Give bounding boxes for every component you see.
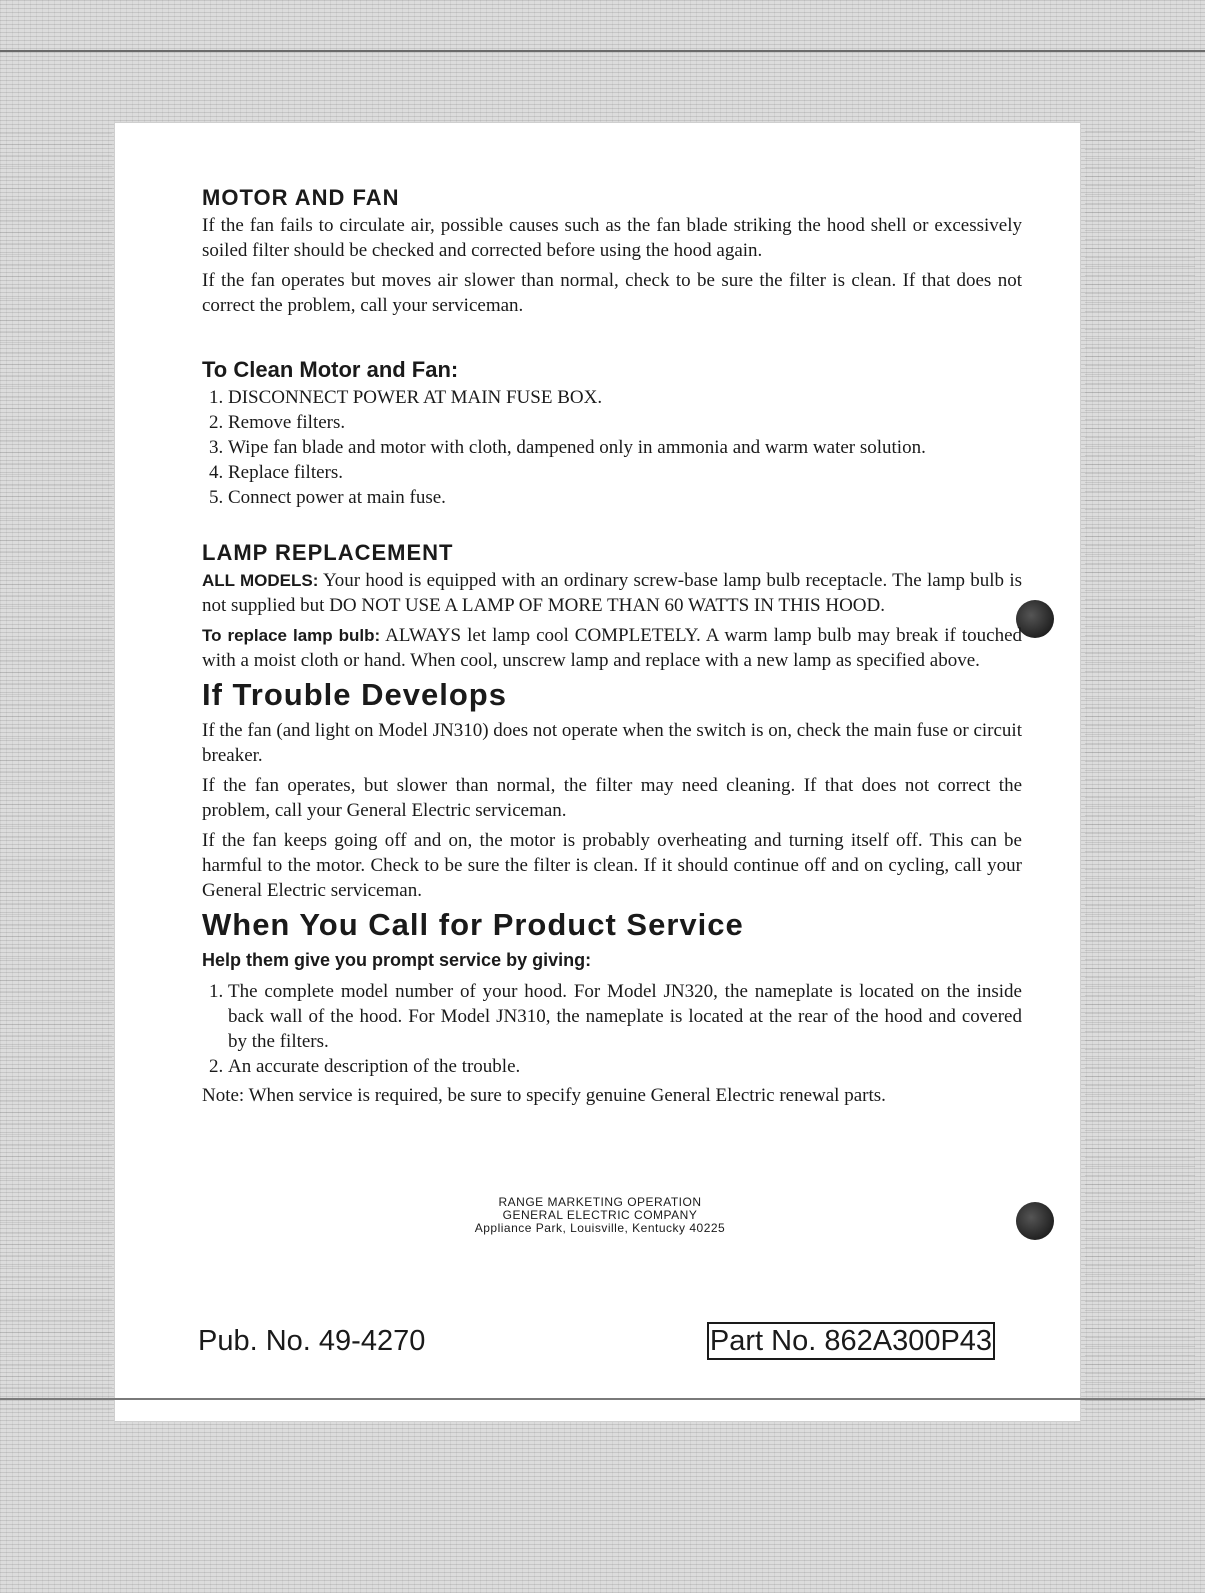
publication-number: Pub. No. 49-4270: [198, 1325, 426, 1357]
trouble-paragraph-1: If the fan (and light on Model JN310) does not operate when the switch is on, check the main fuse or circuit breaker.: [202, 720, 1022, 766]
lamp-paragraph-2: [202, 623, 1022, 673]
list-item: 4. Replace filters.: [228, 460, 1022, 485]
lamp-text-1: Your hood is equipped with an ordinary screw-base lamp bulb receptacle. The lamp bulb is not supplied but DO NOT USE A LAMP OF MORE THAN 60 WATTS IN THIS HOOD.: [202, 570, 1022, 616]
lamp-text-2: ALWAYS let lamp cool COMPLETELY. A warm lamp bulb may break if touched with a moist cloth or hand. When cool, unscrew lamp and replace with a new lamp as specified above.: [202, 625, 1022, 671]
service-heading: When You Call for Product Service: [202, 907, 744, 942]
trouble-heading: If Trouble Develops: [202, 677, 507, 712]
list-item: 1. The complete model number of your hood. For Model JN320, the nameplate is located on the inside back wall of the hood. For Model JN310, the nameplate is located at the rear of the hood and covered by the filters.: [228, 979, 1022, 1054]
motor-paragraph-1: If the fan fails to circulate air, possible causes such as the fan blade striking the hood shell or excessively soiled filter should be checked and corrected before using the hood again.: [202, 215, 1022, 261]
top-scan-rule: [0, 50, 1205, 52]
list-item: 2. An accurate description of the trouble.: [228, 1054, 1022, 1079]
binder-hole-icon: [1016, 1202, 1054, 1240]
address-line-3: Appliance Park, Louisville, Kentucky 40225: [474, 1221, 726, 1235]
address-line-1: RANGE MARKETING OPERATION: [498, 1195, 702, 1209]
lamp-lead-all-models: ALL MODELS:: [202, 571, 319, 590]
clean-steps-list: [202, 385, 1022, 510]
service-items-list: [202, 979, 1022, 1079]
list-item: 1. DISCONNECT POWER AT MAIN FUSE BOX.: [228, 385, 1022, 410]
clean-heading: To Clean Motor and Fan:: [202, 357, 459, 382]
lamp-heading: LAMP REPLACEMENT: [202, 540, 454, 565]
lamp-lead-replace: To replace lamp bulb:: [202, 626, 381, 645]
motor-heading: MOTOR AND FAN: [202, 185, 400, 210]
lamp-paragraph-1: [202, 568, 1022, 618]
trouble-paragraph-2: If the fan operates, but slower than normal, the filter may need cleaning. If that does not correct the problem, call your General Electric serviceman.: [202, 775, 1022, 821]
bottom-scan-rule: [0, 1398, 1205, 1400]
part-number-box: Part No. 862A300P43: [707, 1322, 995, 1360]
document-body: [202, 185, 1022, 1113]
motor-paragraph-2: If the fan operates but moves air slower than normal, check to be sure the filter is clean. If that does not correct the problem, call your serviceman.: [202, 270, 1022, 316]
list-item: 2. Remove filters.: [228, 410, 1022, 435]
left-scan-strip: [0, 130, 112, 1410]
address-line-2: GENERAL ELECTRIC COMPANY: [502, 1208, 698, 1222]
list-item: 3. Wipe fan blade and motor with cloth, dampened only in ammonia and warm water solution.: [228, 435, 1022, 460]
trouble-paragraph-3: If the fan keeps going off and on, the motor is probably overheating and turning itself off. This can be harmful to the motor. Check to be sure the filter is clean. If it should continue off and on cycling, call your General Electric serviceman.: [202, 830, 1022, 901]
list-item: 5. Connect power at main fuse.: [228, 485, 1022, 510]
company-address: [440, 1196, 760, 1235]
right-scan-strip: [1085, 130, 1195, 1410]
service-subheading: Help them give you prompt service by giving:: [202, 950, 592, 970]
service-note: Note: When service is required, be sure to specify genuine General Electric renewal parts.: [202, 1085, 886, 1106]
